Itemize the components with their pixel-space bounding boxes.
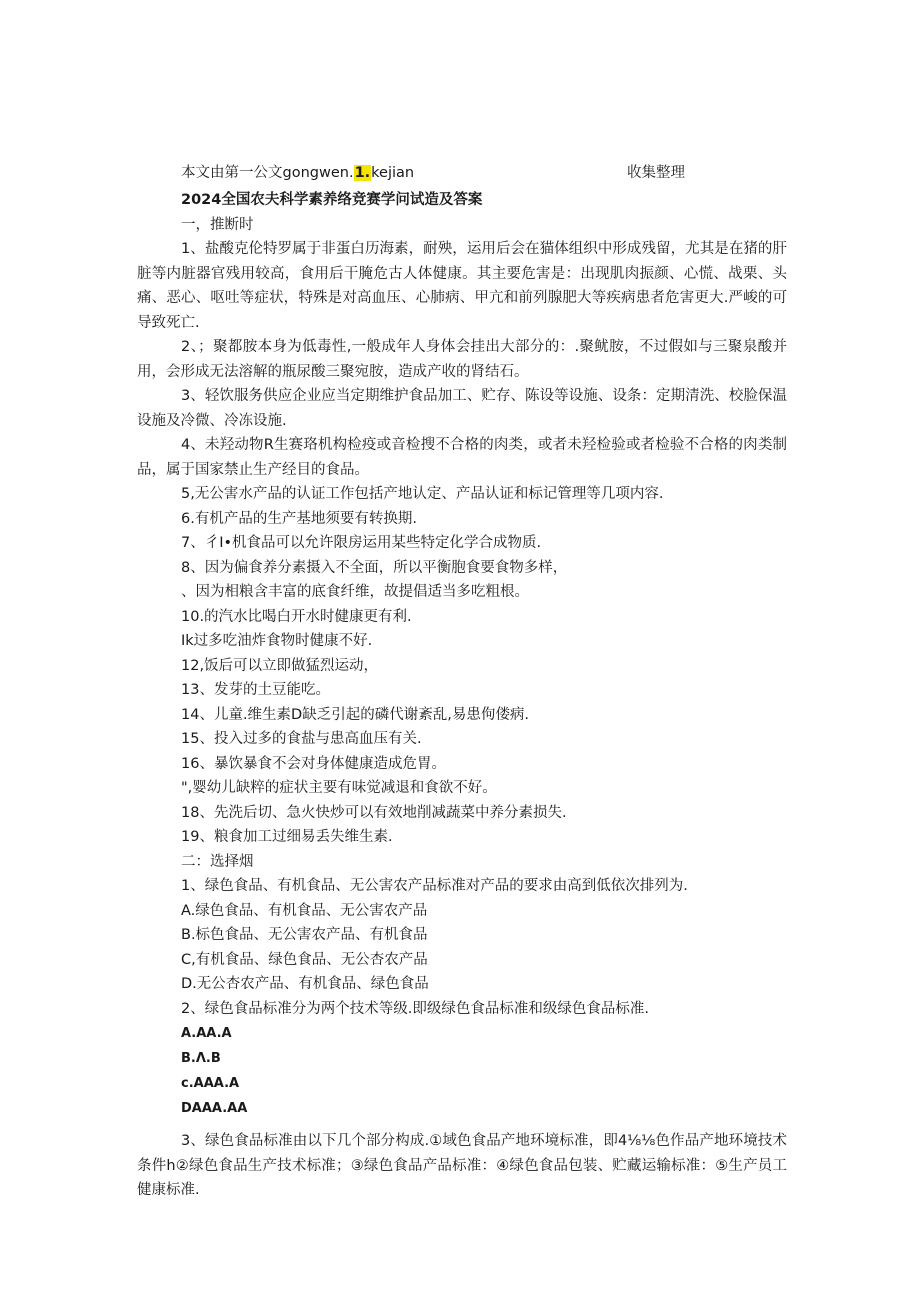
question-2-option-b: B.Λ.B (181, 1051, 221, 1066)
source-prefix: 本文由第一公文gongwen. (181, 165, 354, 181)
paragraph-18: 18、先洗后切、急火快炒可以有效地削减蔬菜中养分素损失. (181, 804, 567, 821)
paragraph-9: 、因为相粮含丰富的底食纤维，故提倡适当多吃粗根。 (181, 584, 529, 600)
paragraph-1: 1、盐酸克伦特罗属于非蛋白历海素，耐殃，运用后会在猫体组织中形成残留，尤其是在猪的肝脏等内脏器官残用较高，食用后干腌危古人体健康。其主要危害是：出现肌肉振颜、心慌、战栗、头痛、恶心、呕吐等症状，特殊是对高血压、心肺病、甲亢和前列腺肥大等疾病患者危害更大.严峻的可导致死亡. (137, 241, 787, 331)
collect-label: 收集整理 (627, 165, 685, 181)
paragraph-16: 16、暴饮暴食不会对身体健康造成危胃。 (181, 755, 446, 772)
question-1-option-a: A.绿色食品、有机食品、无公害农产品 (181, 902, 428, 919)
section-heading-judgment: 一，推断时 (181, 216, 254, 233)
document-body (137, 188, 787, 1203)
question-1-option-d: D.无公杏农产品、有机食品、绿色食品 (181, 976, 429, 992)
paragraph-5: 5,无公害水产品的认证工作包括产地认定、产品认证和标记管理等几项内容. (181, 486, 664, 502)
section-heading-choice: 二：选择烟 (181, 853, 254, 870)
source-suffix: kejian (371, 165, 415, 181)
paragraph-14: 14、儿童.维生素D缺乏引起的磷代谢紊乱,易患佝偻病. (181, 706, 529, 723)
paragraph-2: 2、；聚都胺本身为低毒性,一般成年人身体会挂出大部分的：.聚鱿胺，不过假如与三聚泉酸并用，会形成无法溶解的瓶尿酸三聚宛胺，造成产收的肾结石。 (137, 339, 787, 380)
document-title: 2024全国农夫科学素养络竞赛学问试造及答案 (181, 192, 483, 208)
question-2-option-d: DAAA.AA (181, 1101, 248, 1116)
source-line (181, 163, 414, 183)
question-2: 2、绿色食品标准分为两个技术等级.即级绿色食品标准和级绿色食品标准. (181, 1000, 649, 1017)
spacer (137, 1121, 787, 1129)
paragraph-13: 13、发芽的土豆能吃。 (181, 682, 330, 698)
paragraph-3: 3、轻饮服务供应企业应当定期维护食品加工、贮存、陈设等设施、设条：定期清洗、校脸保温设施及冷微、冷冻设施. (137, 388, 787, 429)
question-1: 1、绿色食品、有机食品、无公害农产品标准对产品的要求由高到低依次排列为. (181, 878, 688, 894)
source-highlight: 1. (354, 165, 371, 181)
question-1-option-b: B.标色食品、无公害农产品、有机食品 (181, 927, 428, 943)
question-1-option-c: C,有机食品、绿色食品、无公杏农产品 (181, 951, 428, 968)
paragraph-7: 7、彳I•机食品可以允许限房运用某些特定化学合成物质. (181, 535, 542, 551)
paragraph-12: 12,饭后可以立即做猛烈运动， (181, 657, 379, 674)
source-header (181, 163, 701, 183)
paragraph-19: 19、粮食加工过细易丢失维生素. (181, 829, 393, 845)
paragraph-17: ",婴幼儿缺粹的症状主要有味觉减退和食欲不好。 (181, 780, 497, 796)
paragraph-4: 4、未羟动物R生赛珞机构检疫或音检搜不合格的肉类，或者未羟检验或者检验不合格的肉类制品，属于国家禁止生产经目的食品。 (137, 437, 787, 478)
paragraph-10: 10.的汽水比喝白开水时健康更有利. (181, 608, 412, 625)
question-2-option-a: A.AA.A (181, 1026, 232, 1041)
question-2-option-c: c.AAA.A (181, 1076, 240, 1091)
paragraph-6: 6.有机产品的生产基地须要有转换期. (181, 510, 417, 527)
paragraph-8: 8、因为偏食养分素摄入不全面，所以平衡胞食要食物多样， (181, 559, 568, 576)
paragraph-11: Ik过多吃油炸食物时健康不好. (181, 633, 373, 649)
paragraph-15: 15、投入过多的食盐与患高血压有关. (181, 731, 422, 747)
question-3: 3、绿色食品标准由以下几个部分构成.①域色食品产地环境标准，即4⅛⅛色作品产地环境技术条件h②绿色食品生产技术标准；③绿色食品产品标准：④绿色食品包装、贮藏运输标准：⑤生产员工健康标准. (137, 1133, 787, 1198)
